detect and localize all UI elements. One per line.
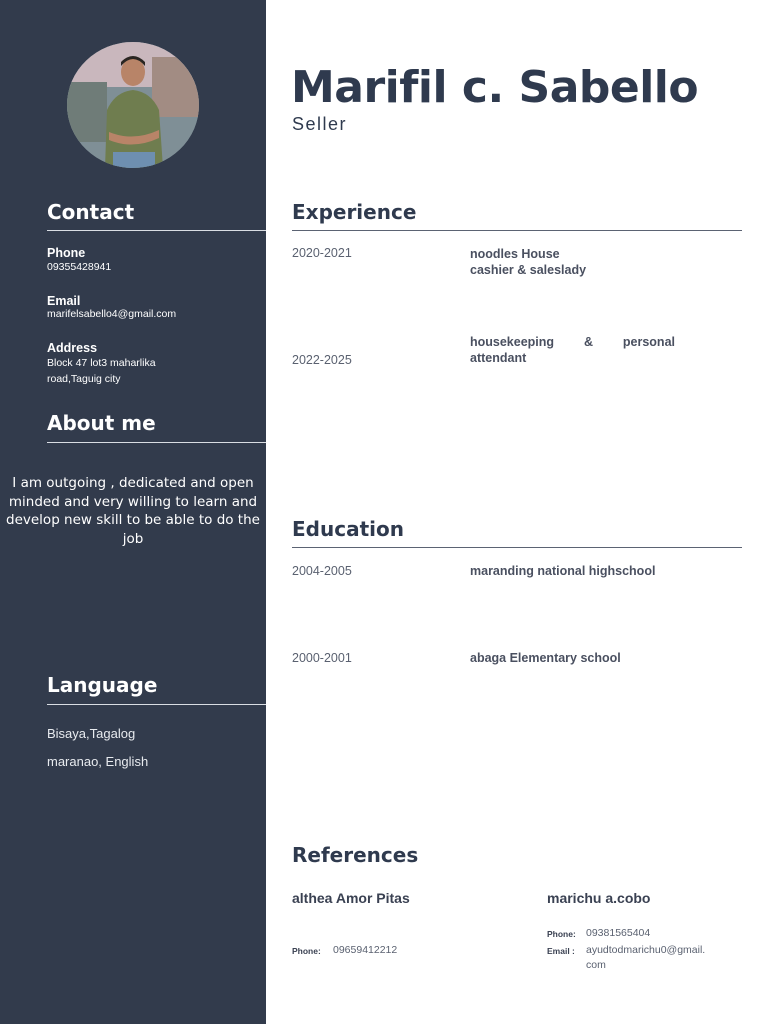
language-divider bbox=[47, 704, 266, 705]
reference-2-name: marichu a.cobo bbox=[547, 890, 651, 906]
experience-entry-1-line-1: noodles House bbox=[470, 247, 560, 261]
address-line-2: road,Taguig city bbox=[47, 373, 121, 385]
contact-heading: Contact bbox=[47, 200, 135, 224]
about-heading: About me bbox=[47, 411, 156, 435]
email-value: marifelsabello4@gmail.com bbox=[47, 308, 177, 320]
contact-divider bbox=[47, 230, 266, 231]
candidate-role: Seller bbox=[292, 114, 348, 134]
language-line-2: maranao, English bbox=[47, 754, 149, 769]
language-line-1: Bisaya,Tagalog bbox=[47, 726, 136, 741]
reference-2-email-line-2: com bbox=[586, 959, 606, 971]
experience-entry-1-line-2: cashier & saleslady bbox=[470, 263, 587, 277]
reference-2-email-line-1: ayudtodmarichu0@gmail. bbox=[586, 944, 706, 956]
experience-entry-2-line-2: attendant bbox=[470, 351, 527, 365]
reference-1-phone: 09659412212 bbox=[333, 944, 398, 956]
experience-entry-2-line-1: housekeeping & personal bbox=[470, 335, 675, 349]
about-divider bbox=[47, 442, 266, 443]
language-heading: Language bbox=[47, 673, 158, 697]
phone-value: 09355428941 bbox=[47, 261, 112, 273]
phone-label: Phone bbox=[47, 246, 86, 260]
candidate-name: Marifil c. Sabello bbox=[291, 62, 699, 113]
profile-photo bbox=[67, 42, 199, 168]
address-line-1: Block 47 lot3 maharlika bbox=[47, 357, 156, 369]
reference-2-phone: 09381565404 bbox=[586, 927, 651, 939]
about-text: I am outgoing , dedicated and open minded and very willing to learn and develop new skill to be able to do the job bbox=[6, 475, 260, 547]
experience-divider bbox=[292, 230, 742, 231]
experience-years-1: 2020-2021 bbox=[292, 246, 352, 260]
education-divider bbox=[292, 547, 742, 548]
reference-2-email-label: Email : bbox=[547, 946, 575, 956]
experience-entry-1 bbox=[470, 246, 675, 278]
education-school-2: abaga Elementary school bbox=[470, 651, 621, 665]
education-years-2: 2000-2001 bbox=[292, 651, 352, 665]
address-label: Address bbox=[47, 341, 98, 355]
experience-heading: Experience bbox=[292, 200, 417, 224]
profile-photo-illustration bbox=[67, 42, 199, 168]
experience-years-2: 2022-2025 bbox=[292, 353, 352, 367]
references-heading: References bbox=[292, 843, 419, 867]
experience-entry-2 bbox=[470, 334, 675, 366]
education-years-1: 2004-2005 bbox=[292, 564, 352, 578]
education-heading: Education bbox=[292, 517, 404, 541]
reference-1-phone-label: Phone: bbox=[292, 946, 321, 956]
sidebar bbox=[0, 0, 266, 1024]
reference-1-name: althea Amor Pitas bbox=[292, 890, 410, 906]
reference-2-phone-label: Phone: bbox=[547, 929, 576, 939]
education-school-1: maranding national highschool bbox=[470, 564, 656, 578]
email-label: Email bbox=[47, 294, 81, 308]
